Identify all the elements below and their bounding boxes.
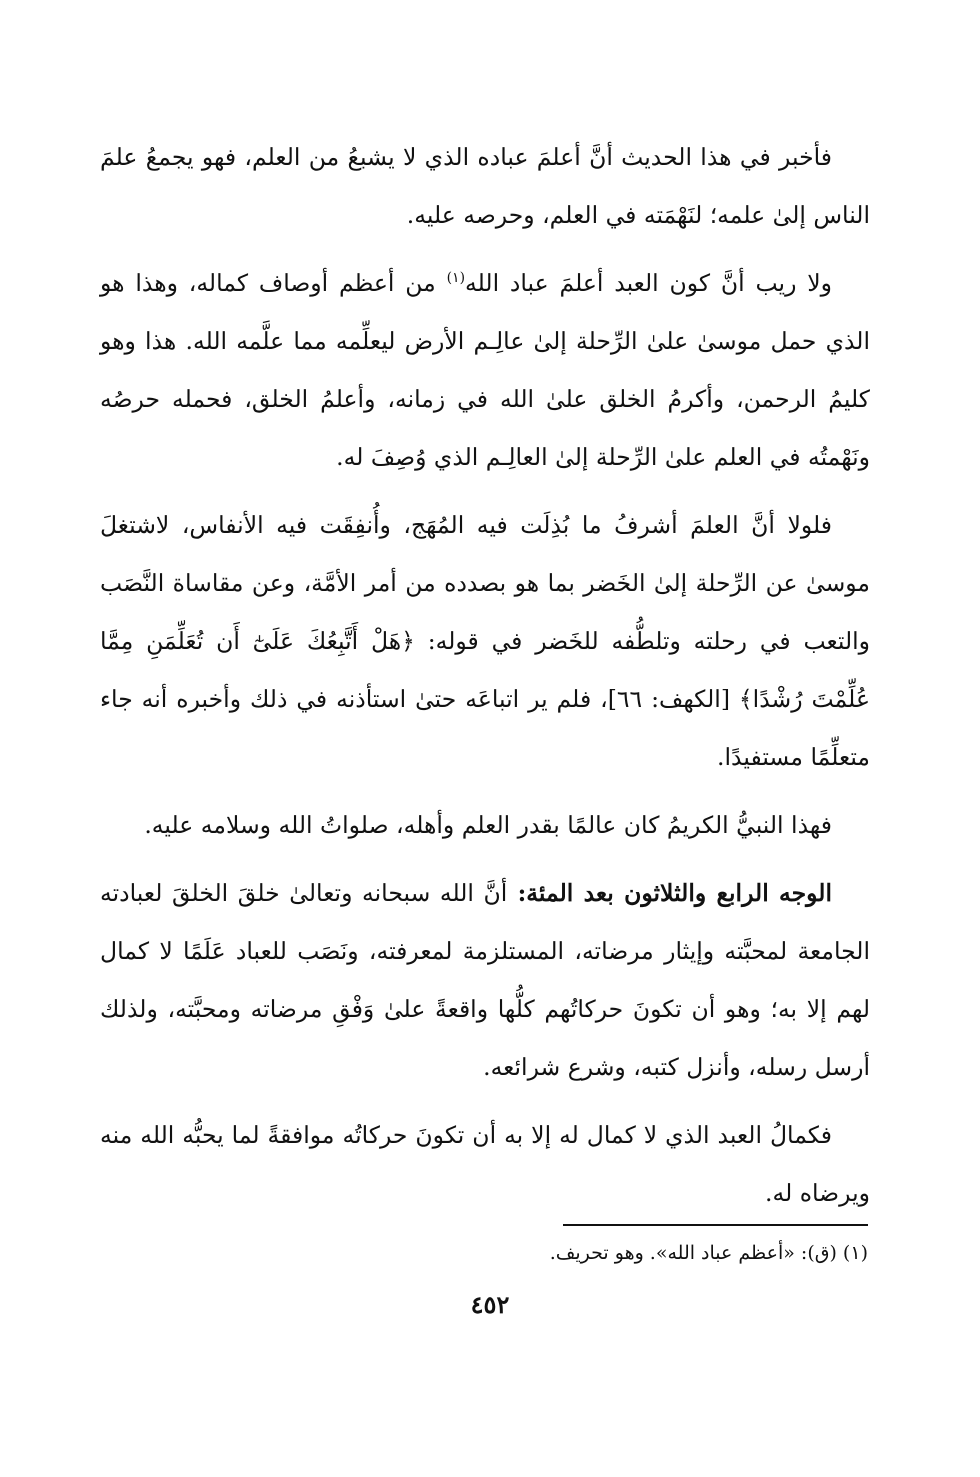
paragraph-5 [100,864,870,1096]
paragraph-1: فأخبر في هذا الحديث أنَّ أعلمَ عباده الذي لا يشبعُ من العلم، فهو يجمعُ علمَ الناس إلىٰ علمه؛ لنَهْمَته في العلم، وحرصه عليه. [100,143,870,229]
paragraph-3: فلولا أنَّ العلمَ أشرفُ ما بُذِلَت فيه المُهَج، وأُنفِقَت فيه الأنفاس، لاشتغلَ موسىٰ عن الرِّحلة إلىٰ الخَضر بما هو بصدده من أمر الأمَّة، وعن مقاساة النَّصَب والتعب في رحلته وتلطُّفه للخَضر في قوله: ﴿هَلْ أَتَّبِعُكَ عَلَىٰٓ أَن تُعَلِّمَنِ مِمَّا عُلِّمْتَ رُشْدًا﴾ [الكهف: ٦٦]، فلم ير اتباعَه حتىٰ استأذنه في ذلك وأخبره أنه جاء متعلِّمًا مستفيدًا. [100,511,870,771]
page-body [100,128,870,1232]
footnote-reference[interactable]: (١) [446,270,466,287]
paragraph-2-start: ولا ريب أنَّ كون العبد أعلمَ عباد الله [465,269,832,297]
footnote: (١) (ق): «أعظم عباد الله». وهو تحريف. [549,1242,868,1264]
paragraph-2-rest: من أعظم أوصاف كماله، وهذا هو الذي حمل موسىٰ علىٰ الرِّحلة إلىٰ عالِـم الأرض ليعلِّمه مما علَّمه الله. هذا وهو كليمُ الرحمن، وأكرمُ الخلق علىٰ الله في زمانه، وأعلمُ الخلق، فحمله حرصُه ونَهْمتُه في العلم علىٰ الرِّحلة إلىٰ العالِـم الذي وُصِفَ له. [100,269,870,471]
paragraph-5-text: أنَّ الله سبحانه وتعالىٰ خلقَ الخلقَ لعبادته الجامعة لمحبَّته وإيثار مرضاته، المستلزمة لمعرفته، ونَصَب للعباد عَلَمًا لا كمال لهم إلا به؛ وهو أن تكونَ حركاتُهم كلُّها واقعةً علىٰ وَفْقِ مرضاته ومحبَّته، ولذلك أرسل رسله، وأنزل كتبه، وشرع شرائعه. [100,879,870,1081]
footnote-divider [563,1224,868,1226]
paragraph-2 [100,254,870,486]
section-heading-inline: الوجه الرابع والثلاثون بعد المئة: [507,879,832,907]
page-number: ٤٥٢ [470,1290,510,1319]
paragraph-6: فكمالُ العبد الذي لا كمال له إلا به أن تكونَ حركاتُه موافقةً لما يحبُّه الله منه ويرضاه له. [100,1121,870,1207]
paragraph-4: فهذا النبيُّ الكريمُ كان عالمًا بقدر العلم وأهله، صلواتُ الله وسلامه عليه. [144,811,832,839]
